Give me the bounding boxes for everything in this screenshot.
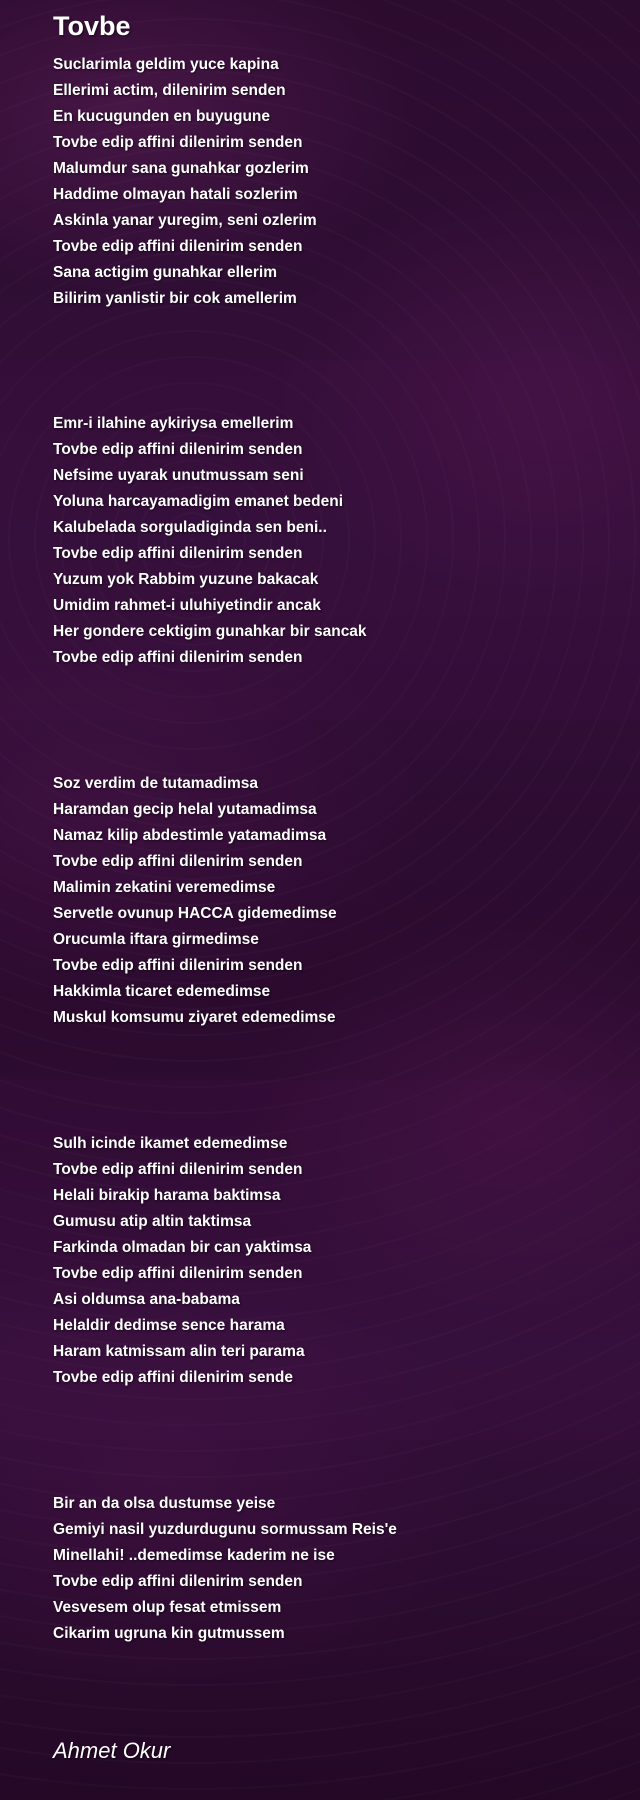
poem-line: Suclarimla geldim yuce kapina [53,56,279,73]
poem-line: Tovbe edip affini dilenirim senden [53,134,303,151]
poem-line: Tovbe edip affini dilenirim senden [53,545,303,562]
poem-line: Tovbe edip affini dilenirim senden [53,853,303,870]
poem-line: En kucugunden en buyugune [53,108,270,125]
poem-stanza-1 [53,52,317,312]
poem-line: Tovbe edip affini dilenirim senden [53,957,303,974]
poem-line: Tovbe edip affini dilenirim senden [53,441,303,458]
poem-line: Yoluna harcayamadigim emanet bedeni [53,493,343,510]
poem-line: Ellerimi actim, dilenirim senden [53,82,286,99]
poem-line: Sulh icinde ikamet edemedimse [53,1135,288,1152]
poem-line: Kalubelada sorguladiginda sen beni.. [53,519,327,536]
poem-line: Tovbe edip affini dilenirim senden [53,1573,303,1590]
poem-stanza-5 [53,1491,397,1647]
poem-line: Tovbe edip affini dilenirim sende [53,1369,294,1386]
poem-line: Haram katmissam alin teri parama [53,1343,305,1360]
poem-line: Helali birakip harama baktimsa [53,1187,281,1204]
poem-line: Tovbe edip affini dilenirim senden [53,649,303,666]
poem-line: Cikarim ugruna kin gutmussem [53,1625,285,1642]
poem-line: Helaldir dedimse sence harama [53,1317,285,1334]
poem-line: Askinla yanar yuregim, seni ozlerim [53,212,317,229]
poem-title: Tovbe [53,11,131,41]
poem-stanza-2 [53,411,367,671]
poem-line: Orucumla iftara girmedimse [53,931,259,948]
poem-line: Farkinda olmadan bir can yaktimsa [53,1239,312,1256]
poem-stanza-4 [53,1131,311,1391]
poem-line: Her gondere cektigim gunahkar bir sancak [53,623,367,640]
poem-line: Muskul komsumu ziyaret edemedimse [53,1009,336,1026]
poem-line: Umidim rahmet-i uluhiyetindir ancak [53,597,321,614]
poem-line: Asi oldumsa ana-babama [53,1291,240,1308]
poem-line: Bilirim yanlistir bir cok amellerim [53,290,297,307]
poem-line: Minellahi! ..demedimse kaderim ne ise [53,1547,335,1564]
poem-line: Yuzum yok Rabbim yuzune bakacak [53,571,319,588]
poem-line: Soz verdim de tutamadimsa [53,775,259,792]
poem-line: Gemiyi nasil yuzdurdugunu sormussam Reis'e [53,1521,397,1538]
poem-line: Hakkimla ticaret edemedimse [53,983,271,1000]
poem-line: Namaz kilip abdestimle yatamadimsa [53,827,327,844]
poem-line: Haddime olmayan hatali sozlerim [53,186,298,203]
poem-line: Haramdan gecip helal yutamadimsa [53,801,317,818]
poem-line: Tovbe edip affini dilenirim senden [53,1161,303,1178]
poem-line: Sana actigim gunahkar ellerim [53,264,277,281]
poem-line: Gumusu atip altin taktimsa [53,1213,252,1230]
poem-line: Vesvesem olup fesat etmissem [53,1599,282,1616]
poem-line: Bir an da olsa dustumse yeise [53,1495,276,1512]
poem-line: Tovbe edip affini dilenirim senden [53,1265,303,1282]
poem-stanza-3 [53,771,337,1031]
poem-author: Ahmet Okur [53,1738,171,1763]
poem-line: Emr-i ilahine aykiriysa emellerim [53,415,294,432]
poem-line: Tovbe edip affini dilenirim senden [53,238,303,255]
poem-line: Malumdur sana gunahkar gozlerim [53,160,309,177]
poem-line: Nefsime uyarak unutmussam seni [53,467,304,484]
poem-line: Malimin zekatini veremedimse [53,879,276,896]
poem-line: Servetle ovunup HACCA gidemedimse [53,905,337,922]
